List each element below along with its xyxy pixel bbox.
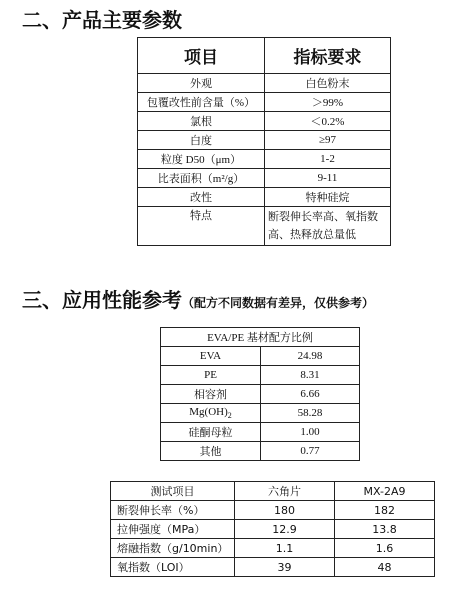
performance-test-table xyxy=(110,481,435,577)
param-value: ＜0.2% xyxy=(265,112,391,131)
table-row xyxy=(161,385,360,404)
ingredient-ratio: 58.28 xyxy=(261,404,360,423)
test-item: 氧指数（LOI） xyxy=(111,558,235,577)
table-row xyxy=(111,558,435,577)
ingredient-ratio: 1.00 xyxy=(261,423,360,442)
table-row xyxy=(138,93,391,112)
ingredient-name: EVA xyxy=(161,347,261,366)
table-row xyxy=(138,188,391,207)
test-item: 断裂伸长率（%） xyxy=(111,501,235,520)
ingredient-ratio: 0.77 xyxy=(261,442,360,461)
table-header-row xyxy=(161,328,360,347)
formula-table xyxy=(160,327,360,461)
param-name: 改性 xyxy=(138,188,265,207)
mx-2a9-value: 48 xyxy=(335,558,435,577)
table-row xyxy=(138,207,391,246)
header-mx-2a9: MX-2A9 xyxy=(335,482,435,501)
ingredient-ratio: 8.31 xyxy=(261,366,360,385)
table-header-row xyxy=(111,482,435,501)
table-row xyxy=(111,520,435,539)
param-name: 包覆改性前含量（%） xyxy=(138,93,265,112)
header-test-item: 测试项目 xyxy=(111,482,235,501)
param-value: 9-11 xyxy=(265,169,391,188)
param-name: 比表面积（m²/g） xyxy=(138,169,265,188)
mgoh-subscript: 2 xyxy=(227,411,232,421)
param-name: 粒度 D50（μm） xyxy=(138,150,265,169)
param-value: ≥97 xyxy=(265,131,391,150)
param-name: 特点 xyxy=(138,207,265,246)
table-row xyxy=(161,423,360,442)
table-row xyxy=(111,539,435,558)
mgoh-formula: Mg(OH) xyxy=(189,405,228,418)
header-item: 项目 xyxy=(138,38,265,74)
ingredient-ratio: 24.98 xyxy=(261,347,360,366)
section-3-note: （配方不同数据有差异，仅供参考） xyxy=(182,296,375,310)
table-row xyxy=(161,347,360,366)
test-item: 拉伸强度（MPa） xyxy=(111,520,235,539)
ingredient-name: PE xyxy=(161,366,261,385)
hexagonal-value: 1.1 xyxy=(235,539,335,558)
table-row xyxy=(161,442,360,461)
param-value: 断裂伸长率高、氧指数高、热释放总量低 xyxy=(265,207,391,246)
ingredient-name xyxy=(161,404,261,423)
table-row xyxy=(138,169,391,188)
ingredient-name: 其他 xyxy=(161,442,261,461)
hexagonal-value: 12.9 xyxy=(235,520,335,539)
mx-2a9-value: 182 xyxy=(335,501,435,520)
mx-2a9-value: 1.6 xyxy=(335,539,435,558)
table-row xyxy=(138,112,391,131)
param-value: 白色粉末 xyxy=(265,74,391,93)
header-hexagonal: 六角片 xyxy=(235,482,335,501)
table-header-row xyxy=(138,38,391,74)
param-value: ＞99% xyxy=(265,93,391,112)
hexagonal-value: 180 xyxy=(235,501,335,520)
param-name: 白度 xyxy=(138,131,265,150)
table-row xyxy=(138,74,391,93)
param-value: 1-2 xyxy=(265,150,391,169)
param-name: 氯根 xyxy=(138,112,265,131)
header-requirement: 指标要求 xyxy=(265,38,391,74)
ingredient-name: 相容剂 xyxy=(161,385,261,404)
hexagonal-value: 39 xyxy=(235,558,335,577)
table-row xyxy=(161,404,360,423)
param-name: 外观 xyxy=(138,74,265,93)
table-row xyxy=(161,366,360,385)
table-row xyxy=(138,150,391,169)
ingredient-ratio: 6.66 xyxy=(261,385,360,404)
param-value: 特种硅烷 xyxy=(265,188,391,207)
test-item: 熔融指数（g/10min） xyxy=(111,539,235,558)
table-row xyxy=(111,501,435,520)
section-3-title xyxy=(22,284,374,313)
mx-2a9-value: 13.8 xyxy=(335,520,435,539)
ingredient-name: 硅酮母粒 xyxy=(161,423,261,442)
section-2-title: 二、产品主要参数 xyxy=(22,8,182,32)
table-row xyxy=(138,131,391,150)
formula-header: EVA/PE 基材配方比例 xyxy=(161,328,360,347)
product-parameters-table xyxy=(137,37,391,246)
section-3-heading: 三、应用性能参考 xyxy=(22,288,182,312)
